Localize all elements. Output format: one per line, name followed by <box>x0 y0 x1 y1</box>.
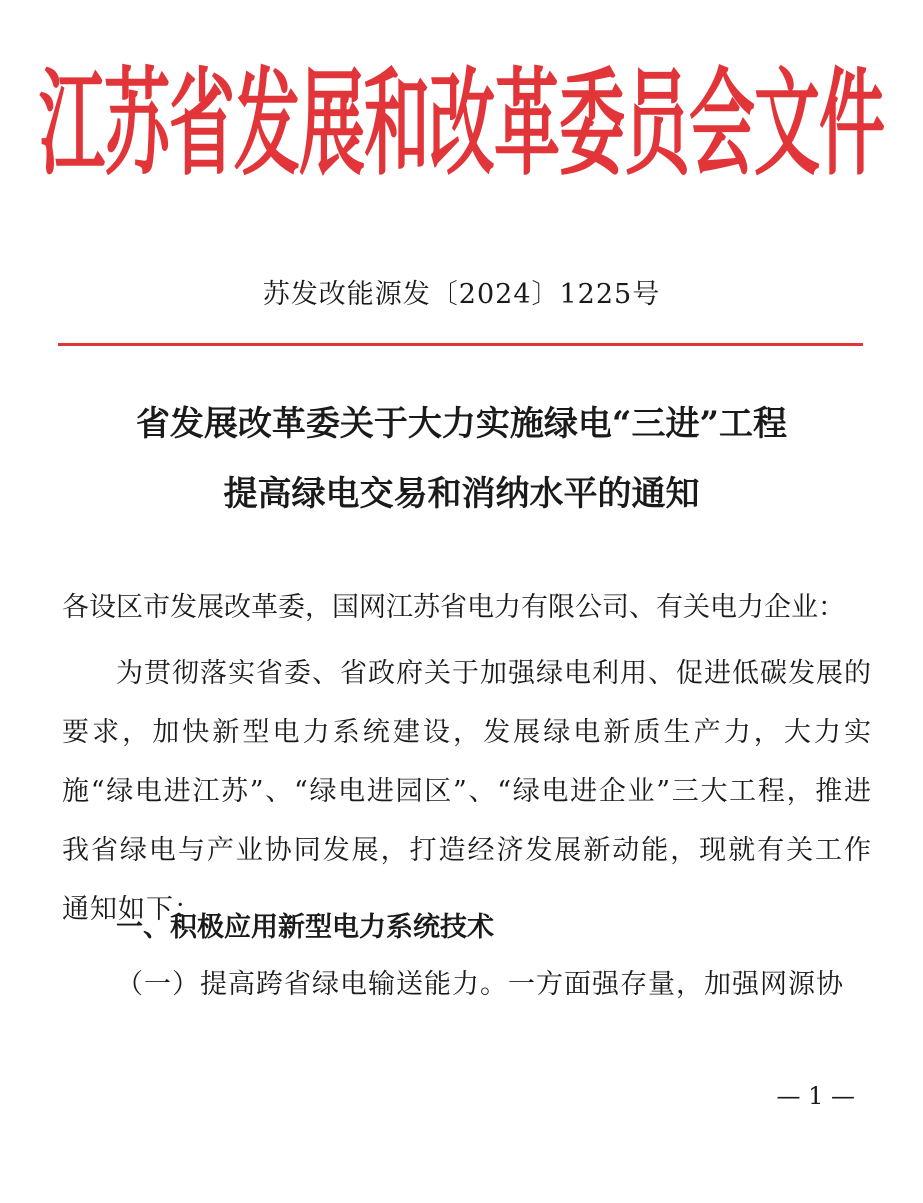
document-title-line-2: 提高绿电交易和消纳水平的通知 <box>223 474 700 514</box>
page-number: — 1 — <box>776 1082 855 1110</box>
red-divider-line <box>58 343 863 346</box>
section-heading: 一、积极应用新型电力系统技术 <box>116 912 494 943</box>
document-number: 苏发改能源发〔2024〕1225号 <box>262 279 661 310</box>
document-title-line-1: 省发展改革委关于大力实施绿电“三进”工程 <box>135 404 788 444</box>
salutation: 各设区市发展改革委，国网江苏省电力有限公司、有关电力企业： <box>62 592 845 623</box>
red-masthead <box>39 38 884 191</box>
subsection-paragraph: （一）提高跨省绿电输送能力。一方面强存量，加强网源协 <box>116 969 844 1000</box>
masthead-title: 江苏省发展和改革委员会文件 <box>39 54 884 191</box>
body-paragraph: 为贯彻落实省委、省政府关于加强绿电利用、促进低碳发展的要求，加快新型电力系统建设，发展绿电新质生产力，大力实施“绿电进江苏”、“绿电进园区”、“绿电进企业”三大工程，推进我省绿电与产业协同发展，打造经济发展新动能，现就有关工作通知如下： <box>62 658 872 925</box>
